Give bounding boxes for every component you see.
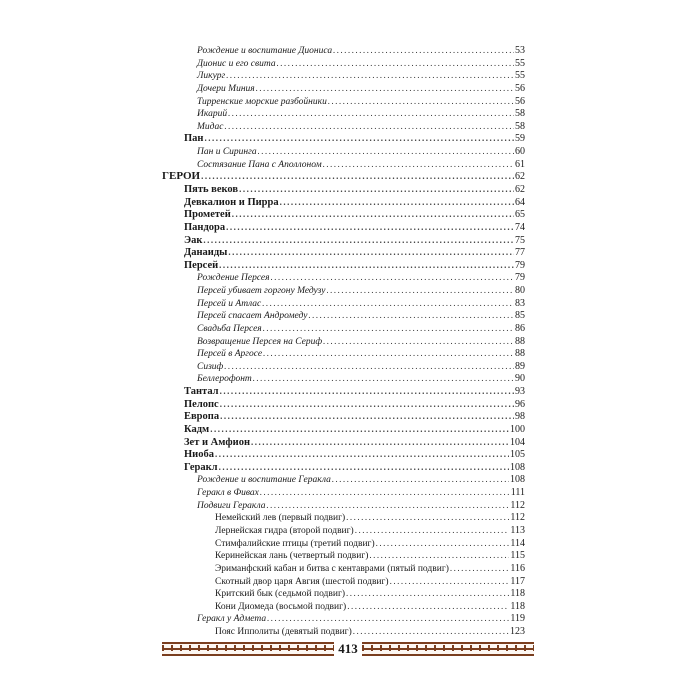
- toc-entry-title: Данаиды: [184, 247, 228, 259]
- toc-leader-dots: [280, 196, 514, 209]
- toc-entry-title: Дионис и его свита: [197, 58, 276, 69]
- toc-entry-title: Возвращение Персея на Сериф: [197, 336, 323, 347]
- toc-entry-page: 55: [515, 57, 525, 69]
- toc-entry: [184, 385, 525, 398]
- toc-leader-dots: [263, 322, 514, 335]
- toc-entry-title: Свадьба Персея: [197, 323, 262, 334]
- toc-leader-dots: [266, 499, 509, 512]
- toc-entry-page: 77: [515, 247, 525, 259]
- toc-entry: [215, 600, 525, 613]
- toc-entry-page: 83: [515, 297, 525, 309]
- toc-entry-title: Персей в Аргосе: [197, 349, 263, 360]
- toc-entry-title: Пандора: [184, 221, 226, 233]
- toc-entry: [184, 183, 525, 196]
- toc-leader-dots: [239, 183, 514, 196]
- toc-leader-dots: [353, 625, 509, 638]
- toc-entry-page: 90: [515, 373, 525, 385]
- toc-entry-title: Персей спасает Андромеду: [197, 311, 308, 322]
- toc-entry: [197, 309, 525, 322]
- toc-entry-page: 93: [515, 386, 525, 397]
- toc-entry: [215, 549, 525, 562]
- toc-entry: [215, 537, 525, 550]
- toc-entry-title: Пояс Ипполиты (девятый подвиг): [215, 627, 352, 637]
- toc-entry-page: 113: [510, 524, 525, 536]
- toc-entry-title: Персей и Атлас: [197, 298, 262, 309]
- toc-entry: [197, 57, 525, 70]
- toc-leader-dots: [253, 372, 514, 385]
- toc-entry-page: 58: [515, 120, 525, 132]
- toc-entry-title: Геракл: [184, 461, 218, 473]
- toc-entry-title: Керинейская лань (четвертый подвиг): [215, 551, 369, 562]
- toc-entry-title: Пан: [184, 133, 204, 145]
- toc-entry: [215, 524, 525, 537]
- toc-entry-title: Критский бык (седьмой подвиг): [215, 589, 346, 600]
- toc-entry: [215, 511, 525, 524]
- toc-entry-title: Рождение и воспитание Диониса: [197, 46, 333, 56]
- toc-leader-dots: [204, 132, 514, 145]
- toc-entry-title: Рождение Персея: [197, 273, 270, 284]
- toc-entry-title: Прометей: [184, 209, 231, 221]
- toc-entry-title: Немейский лев (первый подвиг): [215, 513, 346, 524]
- toc-entry-page: 79: [515, 272, 525, 284]
- toc-leader-dots: [224, 360, 514, 373]
- toc-entry-page: 79: [515, 259, 525, 271]
- toc-leader-dots: [228, 246, 514, 259]
- toc-leader-dots: [450, 562, 509, 575]
- toc-entry-page: 60: [515, 146, 525, 157]
- toc-leader-dots: [220, 385, 514, 398]
- toc-leader-dots: [369, 549, 509, 562]
- toc-entry: [197, 322, 525, 335]
- toc-entry-page: 116: [510, 562, 525, 574]
- toc-entry: [215, 587, 525, 600]
- toc-entry-title: Геракл в Фивах: [197, 488, 259, 499]
- toc-leader-dots: [267, 612, 509, 625]
- toc-leader-dots: [224, 120, 514, 133]
- toc-leader-dots: [333, 44, 514, 57]
- toc-entry-title: Европа: [184, 411, 220, 423]
- toc-leader-dots: [376, 537, 510, 550]
- toc-entry: [197, 120, 525, 133]
- toc-entry-page: 65: [515, 209, 525, 221]
- toc-entry: [197, 335, 525, 348]
- toc-entry: [162, 170, 525, 183]
- toc-entry: [197, 271, 525, 284]
- toc-leader-dots: [215, 448, 509, 461]
- toc-entry-title: Персей убивает горгону Медузу: [197, 286, 326, 296]
- toc-entry: [197, 499, 525, 512]
- page-footer: [162, 641, 534, 657]
- toc-leader-dots: [263, 347, 514, 360]
- toc-entry-title: Кони Диомеда (восьмой подвиг): [215, 601, 347, 612]
- toc-leader-dots: [271, 271, 514, 284]
- toc-entry: [197, 158, 525, 171]
- meander-border-right: [362, 642, 534, 656]
- toc-leader-dots: [226, 69, 514, 82]
- toc-entry: [184, 461, 525, 474]
- toc-entry-page: 112: [510, 499, 525, 511]
- toc-entry-title: Геракл у Адмета: [197, 614, 267, 625]
- toc-entry: [215, 562, 525, 575]
- toc-entry-page: 62: [515, 171, 525, 183]
- toc-entry-title: Сизиф: [197, 361, 224, 372]
- toc-entry-page: 62: [515, 183, 525, 195]
- toc-leader-dots: [220, 410, 514, 423]
- toc-leader-dots: [346, 587, 509, 600]
- toc-entry-title: Пан и Сиринга: [197, 147, 257, 157]
- toc-leader-dots: [251, 436, 509, 449]
- toc-entry-page: 56: [515, 95, 525, 107]
- toc-entry: [197, 612, 525, 625]
- toc-entry: [197, 95, 525, 108]
- toc-entry-title: Лернейская гидра (второй подвиг): [215, 525, 354, 536]
- toc-leader-dots: [323, 158, 514, 171]
- toc-entry-page: 105: [510, 449, 525, 461]
- toc-entry-title: Персей: [184, 259, 219, 271]
- toc-leader-dots: [390, 575, 510, 588]
- toc-entry-page: 108: [510, 474, 525, 486]
- toc-entry-title: Пять веков: [184, 183, 239, 195]
- toc-entry-page: 88: [515, 335, 525, 347]
- toc-leader-dots: [327, 284, 515, 297]
- toc-entry-title: Зет и Амфион: [184, 436, 251, 448]
- toc-entry-page: 115: [510, 550, 525, 562]
- toc-entry-page: 108: [510, 461, 525, 473]
- toc-entry-page: 86: [515, 322, 525, 334]
- toc-leader-dots: [328, 95, 514, 108]
- toc-entry: [197, 360, 525, 373]
- toc-entry-page: 74: [515, 221, 525, 233]
- toc-entry: [184, 398, 525, 411]
- toc-leader-dots: [262, 297, 514, 310]
- toc-leader-dots: [308, 309, 514, 322]
- toc-leader-dots: [323, 335, 514, 348]
- toc-entry-page: 59: [515, 133, 525, 145]
- toc-entry: [197, 284, 525, 297]
- toc-entry-title: Пелопс: [184, 398, 219, 410]
- toc-entry: [184, 410, 525, 423]
- toc-entry-title: Тирренские морские разбойники: [197, 96, 327, 107]
- toc-entry-title: Ликург: [197, 71, 226, 82]
- toc-entry: [184, 132, 525, 145]
- toc-entry-title: Стимфалийские птицы (третий подвиг): [215, 538, 375, 549]
- toc-entry-title: Состязание Пана с Аполлоном: [197, 159, 322, 170]
- toc-leader-dots: [220, 398, 514, 411]
- toc-entry-page: 89: [515, 360, 525, 372]
- toc-leader-dots: [355, 524, 510, 537]
- toc-entry-page: 118: [510, 588, 525, 600]
- toc-entry-page: 111: [510, 487, 525, 499]
- toc-entry: [197, 145, 525, 158]
- toc-leader-dots: [258, 145, 514, 158]
- toc-entry: [184, 234, 525, 247]
- toc-entry: [215, 625, 525, 638]
- page-number: 413: [338, 641, 358, 656]
- toc-entry-title: ГЕРОИ: [162, 170, 201, 183]
- toc-leader-dots: [232, 208, 514, 221]
- toc-leader-dots: [277, 57, 514, 70]
- toc-entry-page: 98: [515, 411, 525, 423]
- toc-entry-title: Эриманфский кабан и битва с кентаврами (пятый подвиг): [215, 563, 449, 574]
- toc-leader-dots: [260, 486, 510, 499]
- toc-entry: [184, 208, 525, 221]
- toc-entry-title: Дочери Миния: [197, 83, 255, 94]
- toc-entry-title: Подвиги Геракла: [197, 500, 266, 511]
- toc-entry-page: 88: [515, 348, 525, 360]
- toc-entry: [184, 246, 525, 259]
- toc-entry-title: Мидас: [197, 121, 224, 132]
- toc-leader-dots: [226, 221, 514, 234]
- toc-leader-dots: [346, 511, 509, 524]
- toc-entry-page: 112: [510, 512, 525, 524]
- toc-entry-page: 64: [515, 196, 525, 208]
- toc-entry-title: Ниоба: [184, 449, 214, 461]
- toc-entry-title: Рождение и воспитание Геракла: [197, 475, 331, 486]
- toc-entry: [184, 423, 525, 436]
- toc-entry-page: 104: [510, 436, 525, 448]
- toc-entry-page: 96: [515, 398, 525, 410]
- toc-leader-dots: [347, 600, 509, 613]
- toc-leader-dots: [219, 259, 514, 272]
- toc-entry-title: Скотный двор царя Авгия (шестой подвиг): [215, 576, 389, 587]
- toc-entry-title: Тантал: [184, 386, 219, 397]
- toc-entry-page: 100: [510, 423, 525, 435]
- toc-entry: [197, 44, 525, 57]
- toc-entry: [197, 69, 525, 82]
- toc-leader-dots: [210, 423, 509, 436]
- toc-entry: [197, 347, 525, 360]
- toc-entry: [184, 221, 525, 234]
- toc-entry-page: 53: [515, 45, 525, 56]
- toc-leader-dots: [219, 461, 509, 474]
- toc-entry: [215, 575, 525, 588]
- toc-entry-page: 75: [515, 234, 525, 246]
- toc-entry: [197, 297, 525, 310]
- toc-leader-dots: [228, 107, 514, 120]
- toc-entry-page: 56: [515, 82, 525, 94]
- toc-entry-title: Беллерофонт: [197, 374, 252, 385]
- toc-entry-page: 117: [510, 575, 525, 587]
- toc-entry-title: Кадм: [184, 423, 210, 435]
- toc-entry: [197, 372, 525, 385]
- toc-leader-dots: [203, 234, 514, 247]
- toc-entry-page: 119: [510, 613, 525, 625]
- meander-border-left: [162, 642, 334, 656]
- toc-entry: [184, 436, 525, 449]
- toc-entry-page: 61: [515, 158, 525, 170]
- toc-entry: [184, 196, 525, 209]
- toc-entry-page: 55: [515, 70, 525, 82]
- toc-entry-page: 114: [510, 537, 525, 549]
- toc-entry: [197, 82, 525, 95]
- toc-entry: [184, 448, 525, 461]
- toc-entry-title: Девкалион и Пирра: [184, 196, 279, 208]
- toc-leader-dots: [256, 82, 514, 95]
- toc-entry: [184, 259, 525, 272]
- toc-entry-title: Эак: [184, 234, 203, 246]
- toc-entry-title: Икарий: [197, 109, 228, 120]
- toc-entry-page: 118: [510, 600, 525, 612]
- toc-leader-dots: [332, 473, 509, 486]
- toc-entry: [197, 107, 525, 120]
- toc-entry-page: 58: [515, 108, 525, 120]
- toc-entry-page: 80: [515, 285, 525, 296]
- toc-entry: [197, 486, 525, 499]
- toc-leader-dots: [201, 170, 514, 183]
- toc-entry-page: 85: [515, 310, 525, 322]
- toc-entry: [197, 473, 525, 486]
- toc-entry-page: 123: [510, 626, 525, 637]
